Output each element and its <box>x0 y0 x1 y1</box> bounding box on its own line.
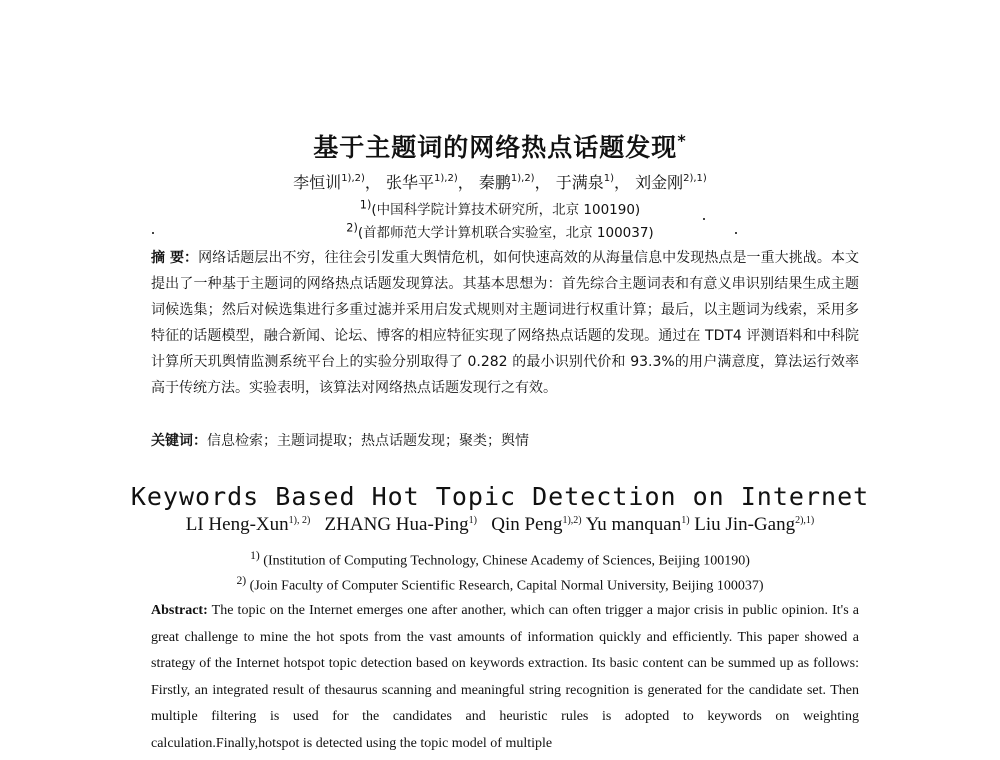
author-affiliation-mark: 1),2) <box>434 173 458 184</box>
english-abstract-text: The topic on the Internet emerges one after another, which can often trigger a major crisis in public opinion. It's a great challenge to mine the hot spots from the vast amounts of information quickly and efficiently. This paper showed a strategy of the Internet hotspot topic detection based on keywords extraction. Its basic content can be summed up as follows: Firstly, an integrated result of thesaurus scanning and meaningful string recognition is generated for the candidate set. Then multiple filtering is used for the candidates and heuristic rules is adopted to keywords on weighting calculation.Finally,hotspot is detected using the topic model of multiple <box>151 603 859 751</box>
scan-speck <box>152 232 154 234</box>
author-affiliation-mark: 1),2) <box>562 515 582 526</box>
author-name: Qin Peng <box>491 514 563 535</box>
affiliation-mark: 2) <box>236 574 247 587</box>
english-abstract-label: Abstract: <box>151 603 208 618</box>
english-author-list <box>0 514 1000 536</box>
affiliation-text: (Join Faculty of Computer Scientific Research, Capital Normal University, Beijing 100037) <box>249 578 764 594</box>
title-footnote-mark: * <box>677 131 687 150</box>
english-affiliation-2 <box>0 574 1000 595</box>
author-name: ZHANG Hua-Ping <box>324 514 469 535</box>
affiliation-text: (中国科学院计算技术研究所，北京 100190) <box>371 202 641 218</box>
chinese-author-list <box>0 170 1000 193</box>
author-separator: ， <box>534 173 551 192</box>
chinese-keywords-label: 关键词： <box>151 433 207 449</box>
author-name: 刘金刚 <box>635 173 684 192</box>
author-name: Yu manquan <box>585 514 682 535</box>
author-affiliation-mark: 2),1) <box>683 173 707 184</box>
affiliation-mark: 1) <box>250 549 260 562</box>
author-name: Liu Jin-Gang <box>694 514 796 535</box>
chinese-keywords-text: 信息检索；主题词提取；热点话题发现；聚类；舆情 <box>207 433 529 449</box>
chinese-title-text: 基于主题词的网络热点话题发现 <box>313 133 678 162</box>
affiliation-text: (首都师范大学计算机联合实验室，北京 100037) <box>357 225 654 241</box>
author-affiliation-mark: 1) <box>681 515 690 526</box>
author-name: 张华平 <box>386 173 435 192</box>
scan-speck <box>735 232 737 234</box>
chinese-affiliation-2 <box>0 221 1000 241</box>
chinese-abstract-label: 摘 要： <box>151 250 199 266</box>
affiliation-text: (Institution of Computing Technology, Chinese Academy of Sciences, Beijing 100190) <box>263 553 750 569</box>
english-affiliation-1 <box>0 549 1000 570</box>
author-affiliation-mark: 1) <box>603 173 614 184</box>
author-separator: ， <box>364 173 381 192</box>
author-affiliation-mark: 2),1) <box>795 515 815 526</box>
author-affiliation-mark: 1), 2) <box>288 515 311 526</box>
author-name: 李恒训 <box>293 173 342 192</box>
chinese-abstract <box>151 245 859 401</box>
author-affiliation-mark: 1),2) <box>510 173 535 184</box>
chinese-keywords <box>151 430 859 450</box>
english-title: Keywords Based Hot Topic Detection on Internet <box>130 482 870 511</box>
scan-speck <box>703 218 705 220</box>
author-separator: ， <box>613 173 630 192</box>
english-abstract <box>151 598 859 757</box>
chinese-abstract-text: 网络话题层出不穷，往往会引发重大舆情危机，如何快速高效的从海量信息中发现热点是一重大挑战。本文提出了一种基于主题词的网络热点话题发现算法。其基本思想为：首先综合主题词表和有意义串识别结果生成主题词候选集；然后对候选集进行多重过滤并采用启发式规则对主题词进行权重计算；最后，以主题词为线索，采用多特征的话题模型，融合新闻、论坛、博客的相应特征实现了网络热点话题的发现。通过在 TDT4 评测语料和中科院计算所天玑舆情监测系统平台上的实验分别取得了 0.282 的最小识别代价和 93.3%的用户满意度，算法运行效率高于传统方法。实验表明，该算法对网络热点话题发现行之有效。 <box>151 250 859 396</box>
author-affiliation-mark: 1) <box>468 515 477 526</box>
affiliation-mark: 1) <box>359 198 372 212</box>
author-name: LI Heng-Xun <box>185 514 289 535</box>
chinese-title <box>0 128 1000 164</box>
affiliation-mark: 2) <box>346 221 358 235</box>
chinese-affiliation-1 <box>0 198 1000 218</box>
author-name: 秦鹏 <box>478 173 511 192</box>
author-affiliation-mark: 1),2) <box>341 173 365 184</box>
author-name: 于满泉 <box>555 173 604 192</box>
author-separator: ， <box>457 173 474 192</box>
